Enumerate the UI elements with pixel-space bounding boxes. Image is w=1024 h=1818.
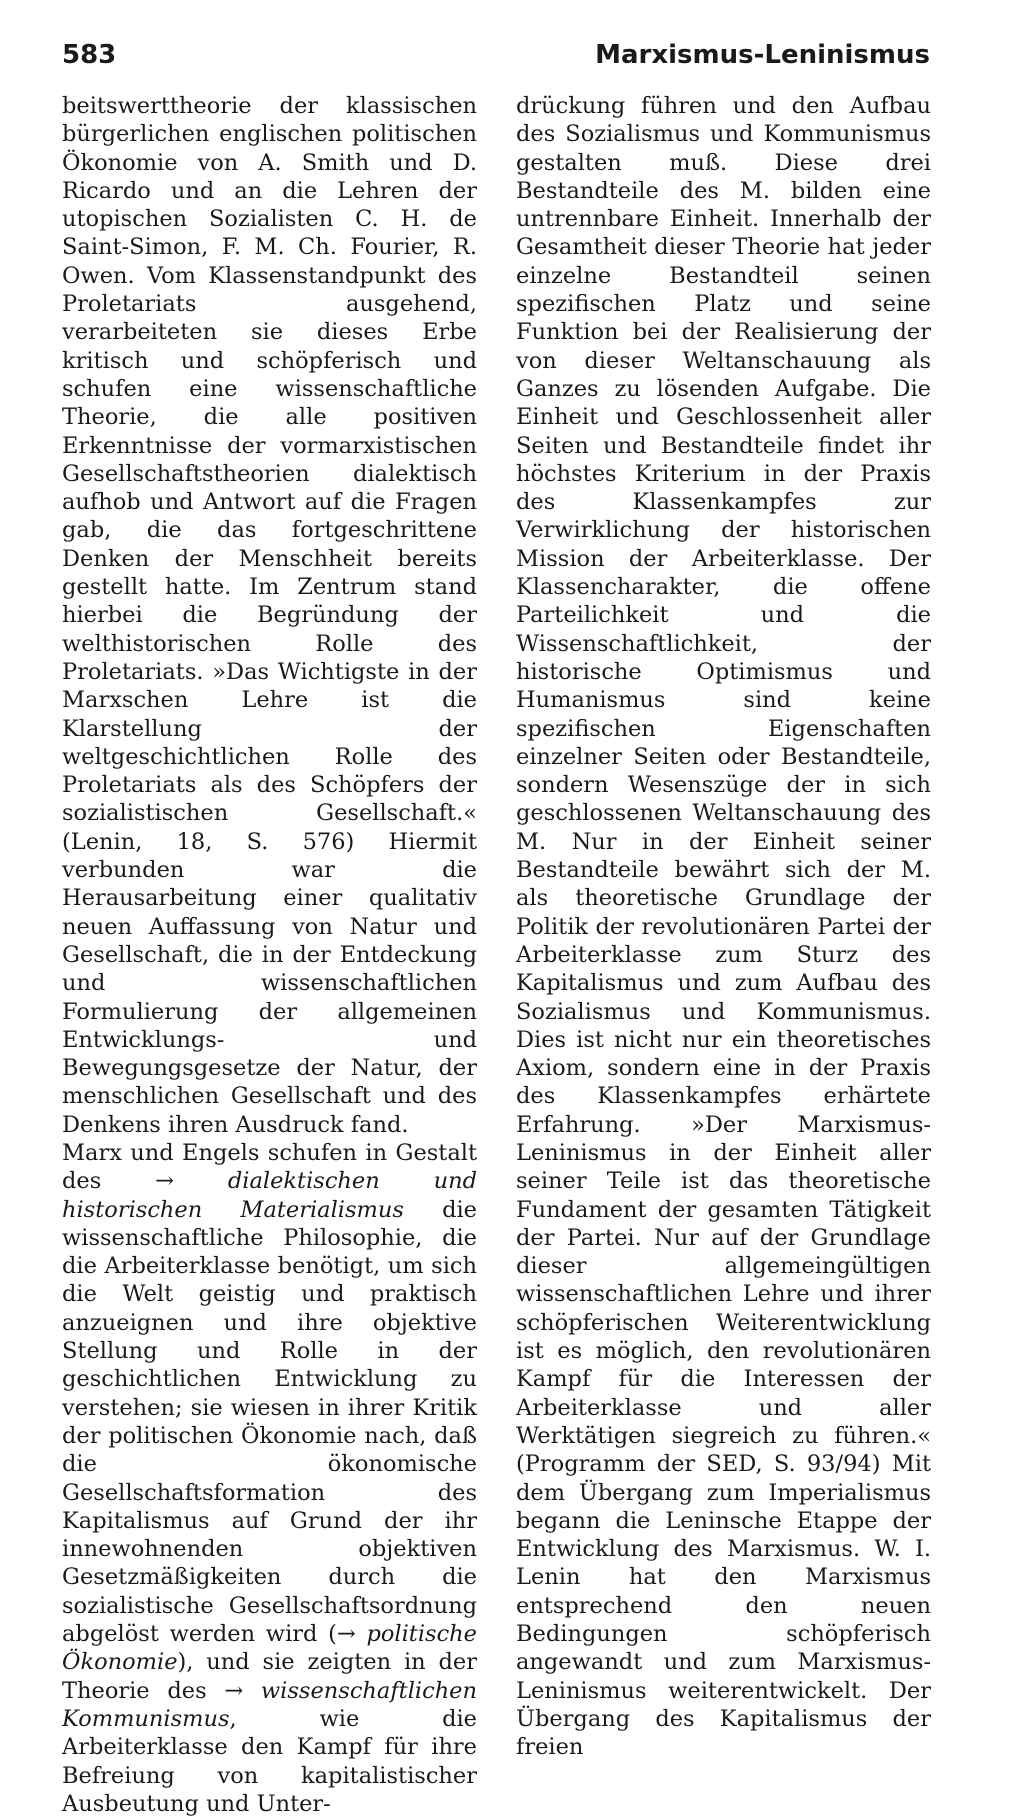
page-number: 583 xyxy=(62,40,117,70)
cross-reference-dialectical-materialism[interactable]: dialektischen und historischen Materialismus xyxy=(62,1168,477,1223)
page-header xyxy=(62,40,930,80)
right-paragraph-1: drückung führen und den Aufbau des Sozialismus und Kommunismus gestalten muß. Diese drei Bestandteile des M. bilden eine untrennbare Einheit. Innerhalb der Gesamtheit dieser Theorie hat jeder einzelne Bestandteil seinen spezifischen Platz und seine Funktion bei der Realisierung der von dieser Weltanschauung als Ganzes zu lösenden Aufgabe. Die Einheit und Geschlossenheit aller Seiten und Bestandteile findet ihr höchstes Kriterium in der Praxis des Klassenkampfes zur Verwirklichung der historischen Mission der Arbeiterklasse. Der Klassencharakter, die offene Parteilichkeit und die Wissenschaftlichkeit, der historische Optimismus und Humanismus sind keine spezifischen Eigenschaften einzelner Seiten oder Bestandteile, sondern Wesenszüge der in sich geschlossenen Weltanschauung des M. Nur in der Einheit seiner Bestandteile bewährt sich der M. als theoretische Grundlage der Politik der revolutionären Partei der Arbeiterklasse zum Sturz des Kapitalismus und zum Aufbau des Sozialismus und Kommunismus. Dies ist nicht nur ein theoretisches Axiom, sondern eine in der Praxis des Klassenkampfes erhärtete Erfahrung. »Der Marxismus-Leninismus in der Einheit aller seiner Teile ist das theoretische Fundament der gesamten Tätigkeit der Partei. Nur auf der Grundlage dieser allgemeingültigen wissenschaftlichen Lehre und ihrer schöpferischen Weiterentwicklung ist es möglich, den revolutionären Kampf für die Interessen der Arbeiterklasse und aller Werktätigen siegreich zu führen.« (Programm der SED, S. 93/94) Mit dem Übergang zum Imperialismus begann die Leninsche Etappe der Entwicklung des Marxismus. W. I. Lenin hat den Marxismus entsprechend den neuen Bedingungen schöpferisch angewandt und zum Marxismus-Leninismus weiterentwickelt. Der Übergang des Kapitalismus der freien xyxy=(516,93,931,1761)
p2-text-c: ), und sie zeigten in der Theorie des → xyxy=(62,1649,477,1704)
cross-reference-political-economy[interactable]: politische Ökonomie xyxy=(62,1621,477,1676)
right-column xyxy=(516,92,931,1762)
left-column xyxy=(62,92,477,1818)
left-paragraph-1: beitswerttheorie der klassischen bürgerlichen englischen politischen Ökonomie von A. Smith und D. Ricardo und an die Lehren der utopischen Sozialisten C. H. de Saint-Simon, F. M. Ch. Fourier, R. Owen. Vom Klassenstandpunkt des Proletariats ausgehend, verarbeiteten sie dieses Erbe kritisch und schöpferisch und schufen eine wissenschaftliche Theorie, die alle positiven Erkenntnisse der vormarxistischen Gesellschaftstheorien dialektisch aufhob und Antwort auf die Fragen gab, die das fortgeschrittene Denken der Menschheit bereits gestellt hatte. Im Zentrum stand hierbei die Begründung der welthistorischen Rolle des Proletariats. »Das Wichtigste in der Marxschen Lehre ist die Klarstellung der weltgeschichtlichen Rolle des Proletariats als des Schöpfers der sozialistischen Gesellschaft.« (Lenin, 18, S. 576) Hiermit verbunden war die Herausarbeitung einer qualitativ neuen Auffassung von Natur und Gesellschaft, die in der Entdeckung und wissenschaftlichen Formulierung der allgemeinen Entwicklungs- und Bewegungsgesetze der Natur, der menschlichen Gesellschaft und des Denkens ihren Ausdruck fand. xyxy=(62,93,477,1138)
running-head: Marxismus-Leninismus xyxy=(595,40,930,70)
p2-text-a: Marx und Engels schufen in Gestalt des → xyxy=(62,1139,477,1195)
cross-reference-scientific-communism[interactable]: wissenschaftlichen Kommunismus xyxy=(62,1677,477,1732)
p2-text-d: , wie die Arbeiterklasse den Kampf für ihre Befreiung von kapitalistischer Ausbeutung und Unter- xyxy=(62,1705,477,1817)
left-paragraph-2 xyxy=(62,1139,477,1818)
p2-text-b: die wissenschaftliche Philosophie, die die Arbeiterklasse benötigt, um sich die Welt geistig und praktisch anzueignen und ihre objektive Stellung und Rolle in der geschichtlichen Entwicklung zu verstehen; sie wiesen in ihrer Kritik der politischen Ökonomie nach, daß die ökonomische Gesellschaftsformation des Kapitalismus auf Grund der ihr innewohnenden objektiven Gesetzmäßigkeiten durch die sozialistische Gesellschaftsordnung abgelöst werden wird (→ xyxy=(62,1196,477,1648)
